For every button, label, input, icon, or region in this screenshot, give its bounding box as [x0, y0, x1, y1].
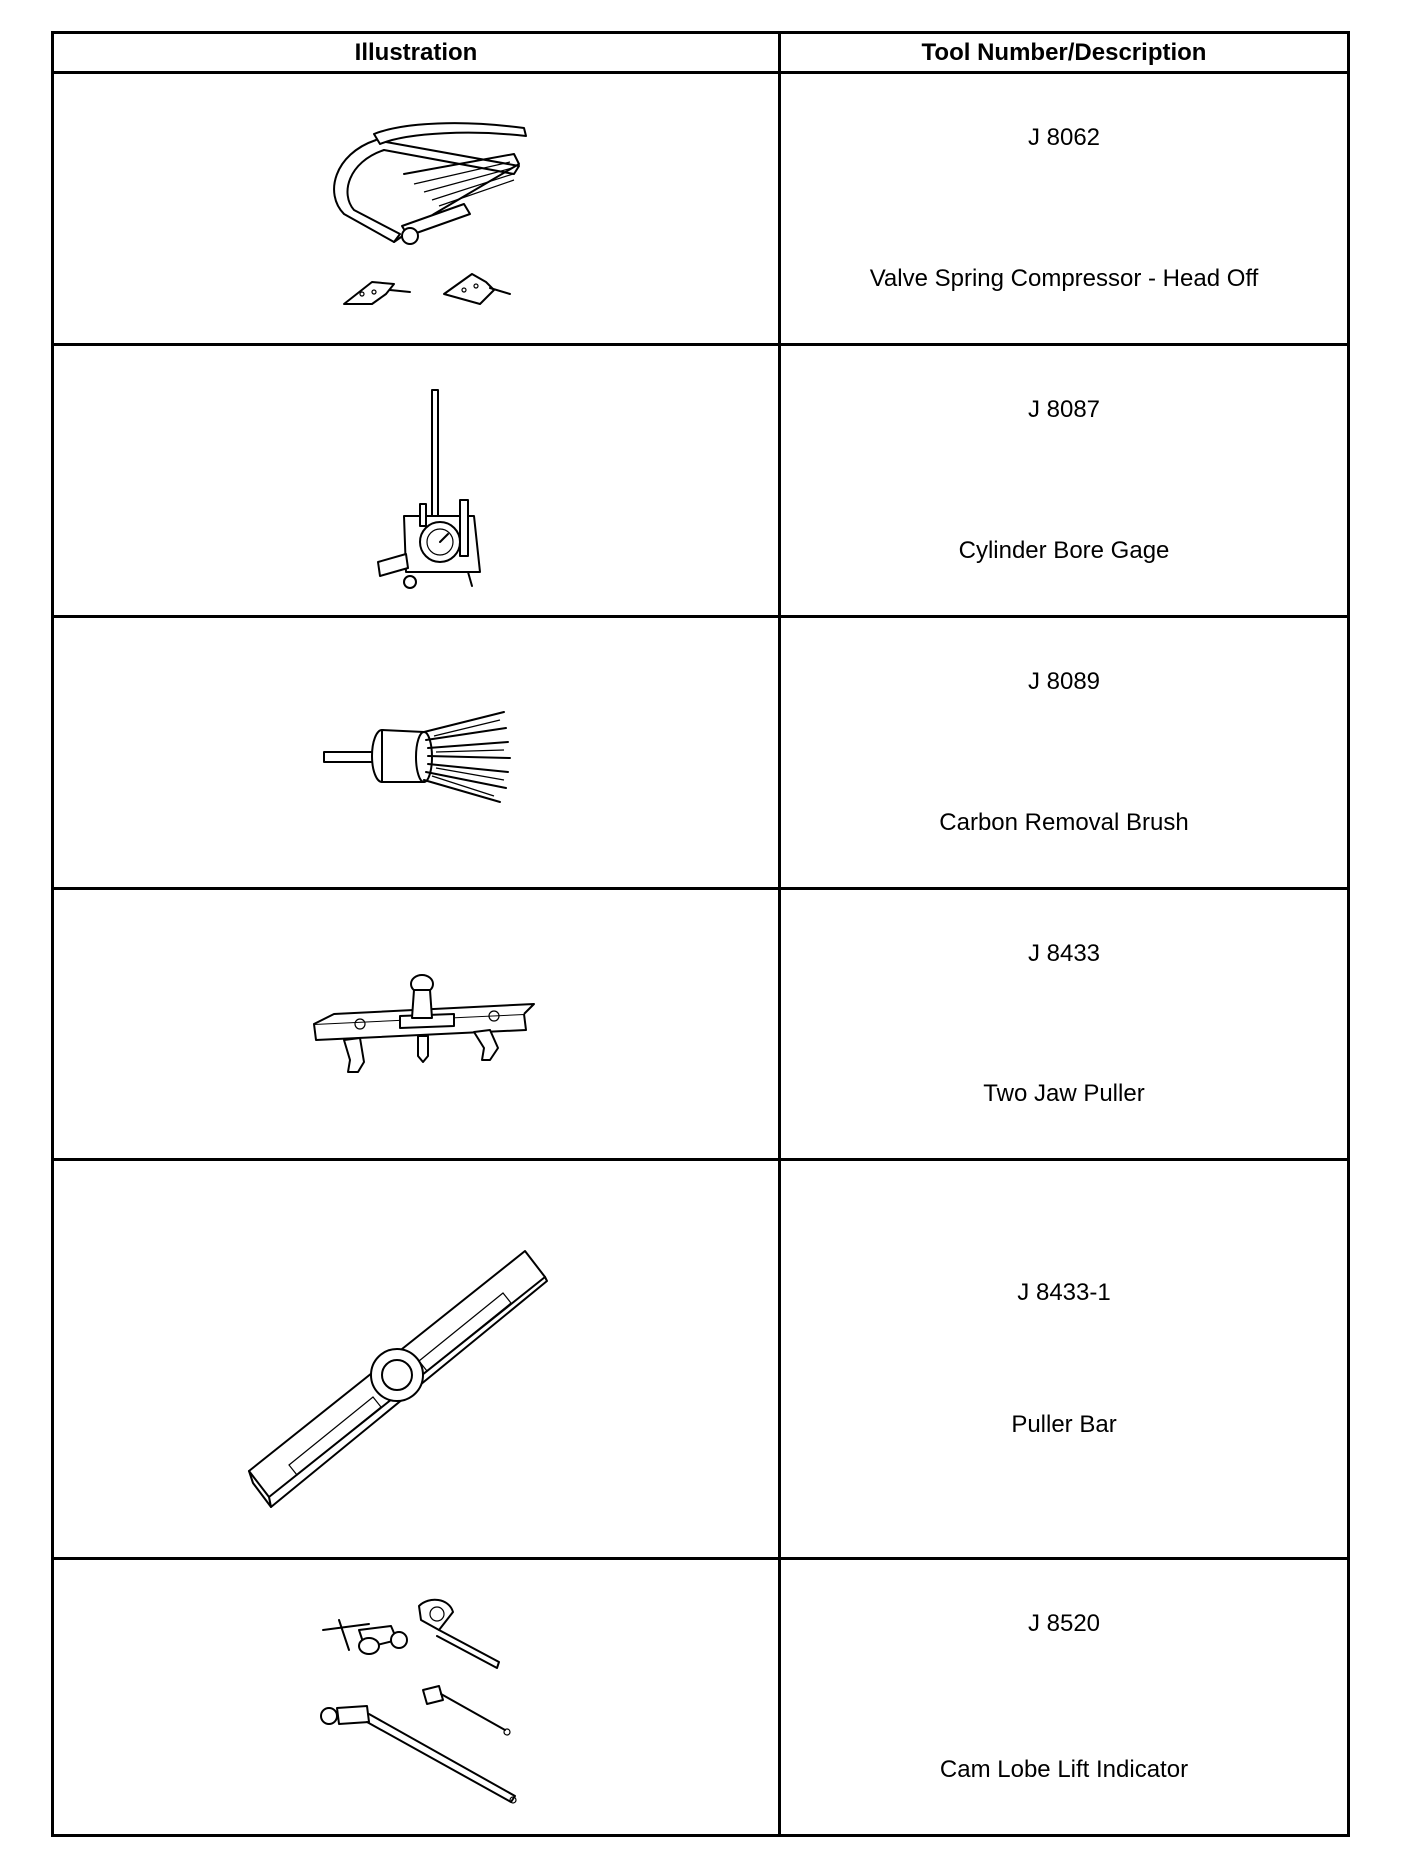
- table-row: [54, 346, 1347, 618]
- tool-cell: [781, 346, 1347, 615]
- carbon-removal-brush-icon: [324, 708, 524, 808]
- tool-cell: [781, 1560, 1347, 1834]
- header-tool: Tool Number/Description: [921, 39, 1207, 66]
- tool-cell: [781, 618, 1347, 887]
- illustration-cell: [54, 74, 781, 343]
- tool-description: Carbon Removal Brush: [939, 809, 1189, 836]
- tool-description: Puller Bar: [1011, 1411, 1117, 1438]
- illustration-cell: [54, 346, 781, 615]
- two-jaw-puller-icon: [304, 970, 554, 1090]
- table-row: [54, 1161, 1347, 1560]
- tool-cell: [781, 74, 1347, 343]
- cylinder-bore-gage-icon: [364, 386, 524, 596]
- tool-table: [51, 31, 1350, 1837]
- tool-number: J 8520: [1027, 1610, 1101, 1637]
- illustration-cell: [54, 1560, 781, 1834]
- tool-description: Valve Spring Compressor - Head Off: [869, 265, 1259, 292]
- tool-description: Cam Lobe Lift Indicator: [939, 1756, 1189, 1783]
- table-row: [54, 1560, 1347, 1834]
- tool-number: J 8433: [1027, 940, 1101, 967]
- illustration-cell: [54, 890, 781, 1158]
- valve-spring-compressor-icon: [314, 114, 554, 304]
- tool-number: J 8433-1: [1017, 1279, 1111, 1306]
- illustration-cell: [54, 618, 781, 887]
- tool-description: Two Jaw Puller: [983, 1080, 1145, 1107]
- puller-bar-icon: [249, 1211, 589, 1511]
- table-row: [54, 74, 1347, 346]
- table-row: [54, 890, 1347, 1161]
- table-row: [54, 618, 1347, 890]
- tool-number: J 8062: [1027, 124, 1101, 151]
- tool-number: J 8087: [1027, 396, 1101, 423]
- tool-number: J 8089: [1027, 668, 1101, 695]
- cam-lobe-lift-indicator-icon: [319, 1590, 579, 1820]
- table-header-row: [54, 34, 1347, 74]
- tool-cell: [781, 1161, 1347, 1557]
- illustration-cell: [54, 1161, 781, 1557]
- header-illustration: Illustration: [54, 34, 781, 71]
- tool-cell: [781, 890, 1347, 1158]
- tool-description: Cylinder Bore Gage: [958, 537, 1170, 564]
